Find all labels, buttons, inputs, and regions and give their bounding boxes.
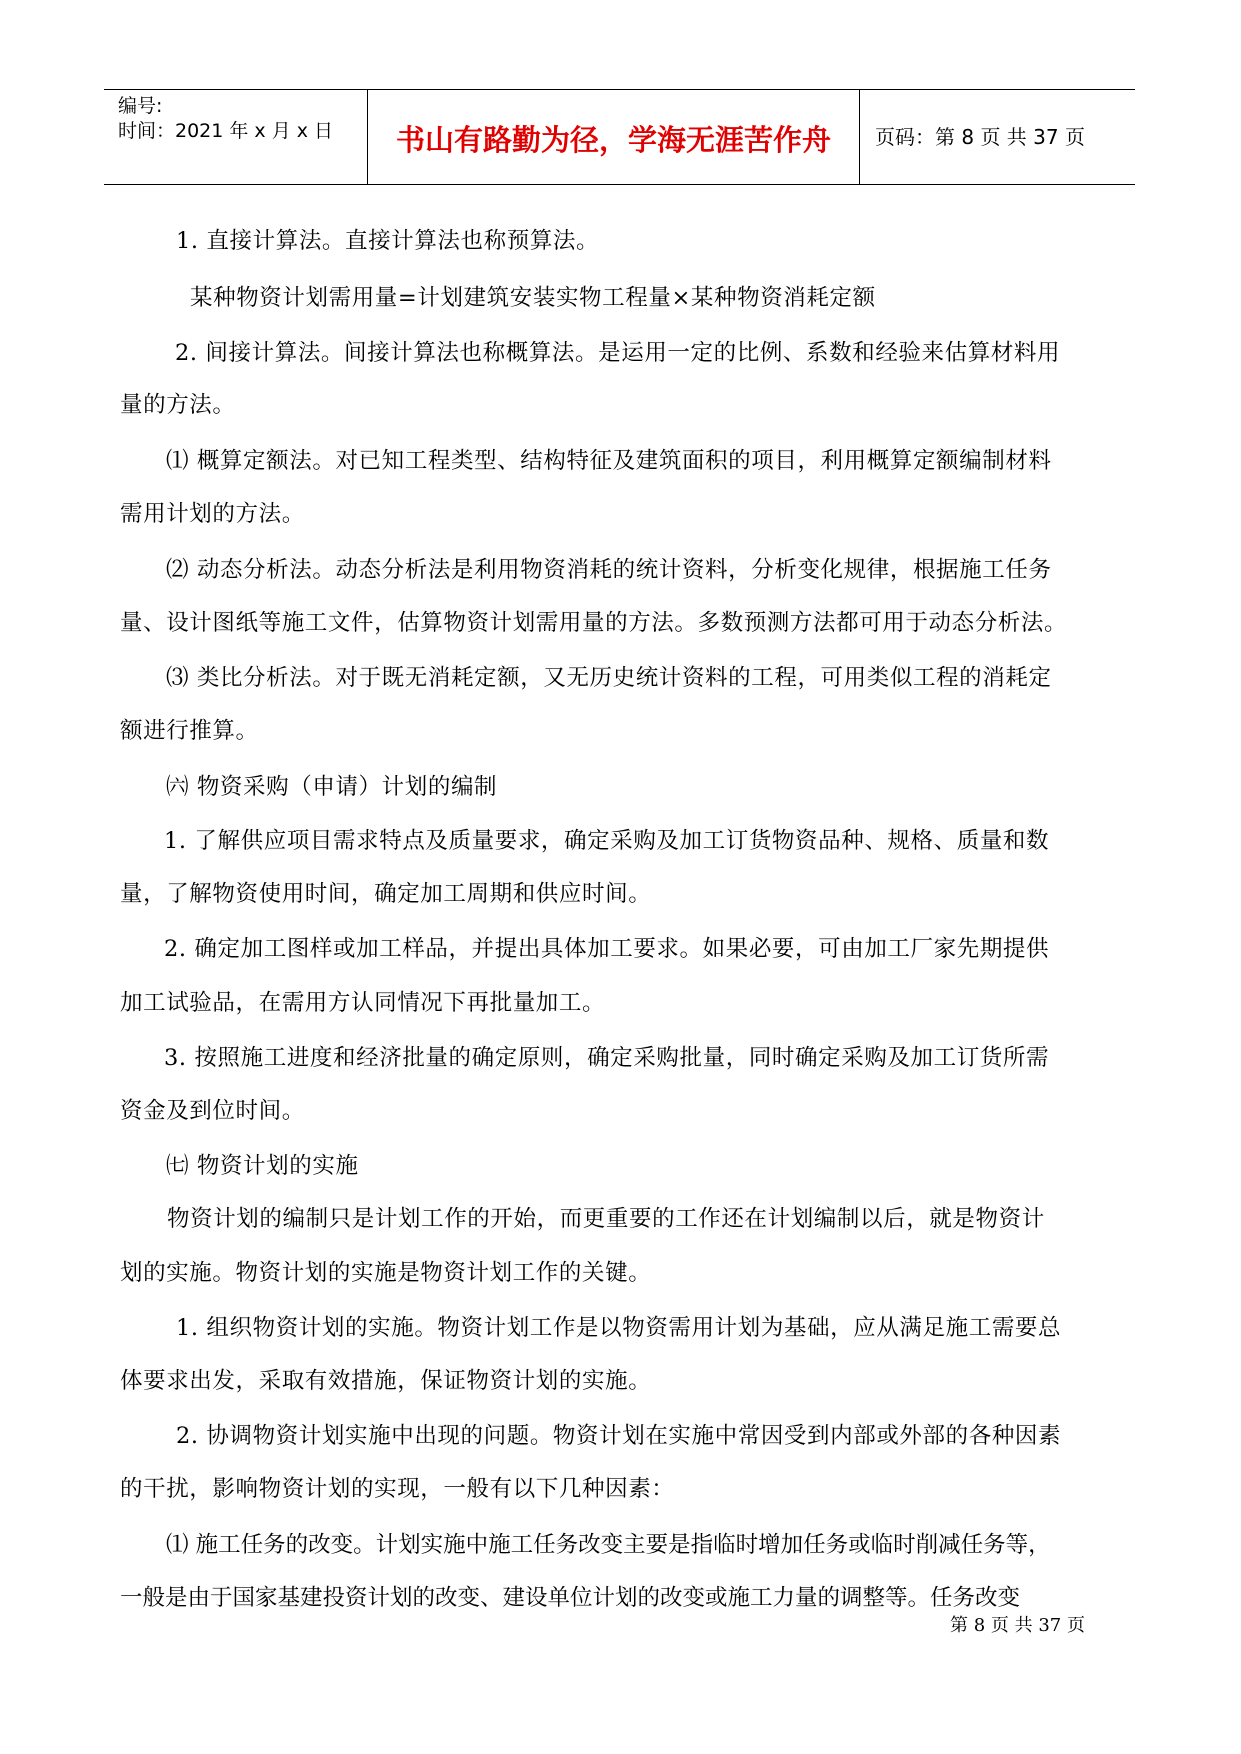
section-heading: ㈦ 物资计划的实施 xyxy=(166,1153,359,1179)
text-line: 量、设计图纸等施工文件，估算物资计划需用量的方法。多数预测方法都可用于动态分析法。 xyxy=(120,610,1068,636)
text-line: ⑴ 概算定额法。对已知工程类型、结构特征及建筑面积的项目，利用概算定额编制材料 xyxy=(166,448,1052,474)
text-line: ⑴ 施工任务的改变。计划实施中施工任务改变主要是指临时增加任务或临时削减任务等， xyxy=(166,1532,1051,1558)
text-line: 一般是由于国家基建投资计划的改变、建设单位计划的改变或施工力量的调整等。任务改变 xyxy=(120,1585,1021,1611)
section-heading: ㈥ 物资采购（申请）计划的编制 xyxy=(166,774,498,800)
text-line: 1. 直接计算法。直接计算法也称预算法。 xyxy=(176,228,600,254)
page-footer: 第 8 页 共 37 页 xyxy=(950,1615,1085,1636)
text-line: 量的方法。 xyxy=(120,392,236,418)
header-info-cell xyxy=(104,90,367,184)
text-line: 3. 按照施工进度和经济批量的确定原则，确定采购批量，同时确定采购及加工订货所需 xyxy=(164,1045,1050,1071)
text-line: 需用计划的方法。 xyxy=(120,501,305,527)
text-line: 资金及到位时间。 xyxy=(120,1098,305,1124)
text-line: 加工试验品，在需用方认同情况下再批量加工。 xyxy=(120,990,606,1016)
text-line: 某种物资计划需用量=计划建筑安装实物工程量×某种物资消耗定额 xyxy=(190,285,876,311)
text-line: 划的实施。物资计划的实施是物资计划工作的关键。 xyxy=(120,1260,652,1286)
text-line: 2. 确定加工图样或加工样品，并提出具体加工要求。如果必要，可由加工厂家先期提供 xyxy=(164,936,1050,962)
document-number: 编号: xyxy=(118,95,163,117)
motto: 书山有路勤为径，学海无涯苦作舟 xyxy=(395,123,831,157)
text-line: 体要求出发，采取有效措施，保证物资计划的实施。 xyxy=(120,1368,652,1394)
text-line: 2. 协调物资计划实施中出现的问题。物资计划在实施中常因受到内部或外部的各种因素 xyxy=(176,1423,1062,1449)
text-line: 2. 间接计算法。间接计算法也称概算法。是运用一定的比例、系数和经验来估算材料用 xyxy=(175,340,1061,366)
text-line: 量，了解物资使用时间，确定加工周期和供应时间。 xyxy=(120,881,652,907)
text-line: ⑶ 类比分析法。对于既无消耗定额，又无历史统计资料的工程，可用类似工程的消耗定 xyxy=(166,665,1052,691)
header-table xyxy=(104,89,1135,185)
text-line: 物资计划的编制只是计划工作的开始，而更重要的工作还在计划编制以后，就是物资计 xyxy=(167,1206,1045,1232)
text-line: 1. 组织物资计划的实施。物资计划工作是以物资需用计划为基础，应从满足施工需要总 xyxy=(176,1315,1062,1341)
page-number: 页码：第 8 页 共 37 页 xyxy=(875,125,1085,149)
text-line: ⑵ 动态分析法。动态分析法是利用物资消耗的统计资料，分析变化规律，根据施工任务 xyxy=(166,557,1052,583)
text-line: 1. 了解供应项目需求特点及质量要求，确定采购及加工订货物资品种、规格、质量和数 xyxy=(164,828,1050,854)
header-page-cell xyxy=(860,90,1135,184)
header-motto-cell xyxy=(367,90,860,184)
text-line: 的干扰，影响物资计划的实现，一般有以下几种因素： xyxy=(120,1476,675,1502)
document-time: 时间：2021 年 x 月 x 日 xyxy=(118,120,334,142)
text-line: 额进行推算。 xyxy=(120,718,259,744)
